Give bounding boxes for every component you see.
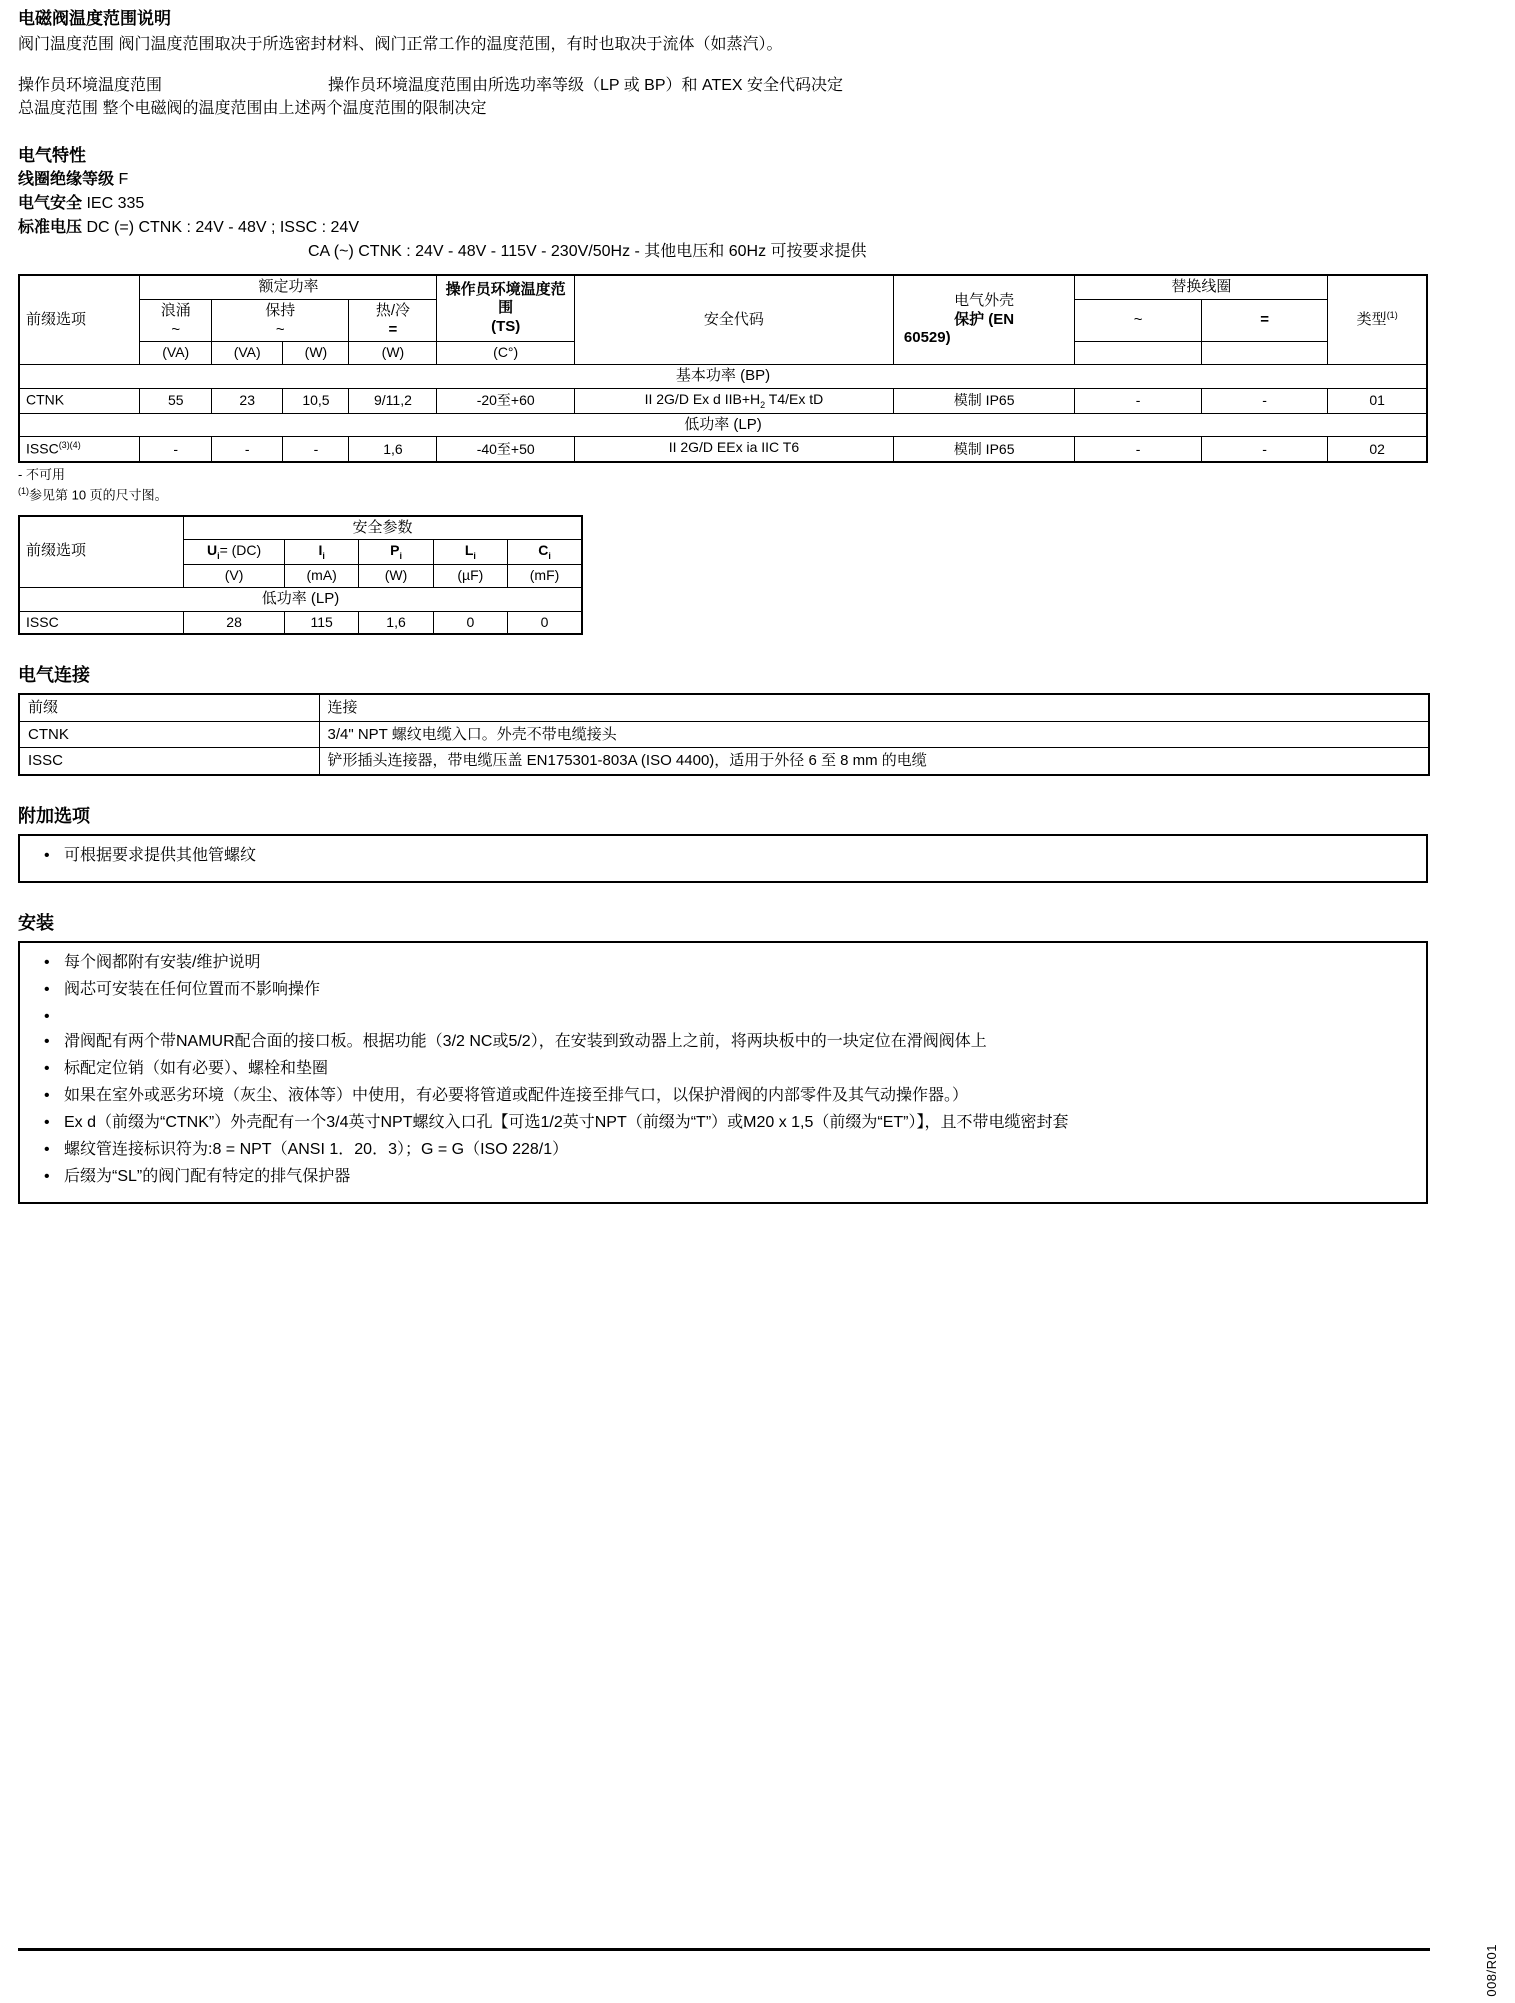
- page-content: [18, 8, 1428, 1204]
- list-item: [64, 1005, 1426, 1027]
- safety-symbol-pi-main: P: [390, 542, 400, 559]
- safety-symbol-ii-sub: i: [322, 551, 325, 562]
- safety-group-label-lp: 低功率 (LP): [19, 587, 582, 611]
- header-replacement-coil-dc: =: [1201, 299, 1328, 342]
- standard-voltage-dc-value: DC (=) CTNK : 24V - 48V ; ISSC : 24V: [86, 219, 359, 236]
- ambient-temperature-range-line: [18, 74, 1428, 97]
- row-issc-inrush-va: -: [140, 437, 211, 463]
- connection-row-ctnk-prefix: CTNK: [19, 721, 319, 748]
- installation-box: [18, 941, 1428, 1204]
- safety-header-prefix-option: 前缀选项: [19, 516, 184, 588]
- list-item: • 如果在室外或恶劣环境（灰尘、液体等）中使用，有必要将管道或配件连接至排气口，以保护滑阀的内部零件及其气动操作器。）: [64, 1084, 1426, 1108]
- safety-row-ii: 115: [285, 611, 359, 634]
- row-issc-coil-ac: -: [1075, 437, 1201, 463]
- header-enclosure-line2: 保护 (EN: [954, 310, 1015, 328]
- row-issc-hot-cold-w: 1,6: [349, 437, 437, 463]
- row-ctnk-safety-code-sub: 2: [760, 399, 766, 410]
- header-safety-code: 安全代码: [574, 275, 893, 364]
- safety-symbol-pi-sub: i: [399, 551, 402, 562]
- electrical-safety-label: 电气安全: [18, 195, 83, 212]
- connection-header-prefix: 前缀: [19, 694, 319, 721]
- unit-hold-w: (W): [283, 342, 349, 365]
- standard-voltage-label: 标准电压: [18, 219, 83, 236]
- table-row: [19, 748, 1429, 775]
- header-hot-cold: [349, 299, 437, 342]
- footnote-one-superscript: (1): [18, 485, 29, 496]
- installation-title: 安装: [18, 912, 54, 933]
- safety-row-ui: 28: [184, 611, 285, 634]
- safety-unit-mf: (mF): [508, 565, 582, 588]
- coil-insulation-value: F: [118, 171, 129, 188]
- safety-row-prefix-issc: ISSC: [19, 611, 184, 634]
- row-issc-type: 02: [1328, 437, 1427, 463]
- standard-voltage-dc-line: [18, 216, 1428, 240]
- installation-list: [20, 951, 1426, 1189]
- list-item: • 阀芯可安装在任何位置而不影响操作: [64, 978, 1426, 1002]
- footnote-one: [18, 485, 1428, 505]
- safety-row-pi: 1,6: [359, 611, 433, 634]
- header-hot-cold-label: 热/冷: [375, 301, 411, 319]
- safety-symbol-li: [433, 540, 507, 565]
- row-ctnk-coil-dc: -: [1201, 388, 1328, 413]
- unit-hold-va: (VA): [211, 342, 282, 365]
- row-ctnk-temp-range: -20至+60: [437, 388, 574, 413]
- connection-row-ctnk-desc: 3/4" NPT 螺纹电缆入口。外壳不带电缆接头: [319, 721, 1429, 748]
- header-inrush-symbol: ~: [171, 320, 181, 338]
- safety-symbol-ii-main: I: [318, 542, 323, 559]
- safety-symbol-ci-main: C: [538, 542, 549, 559]
- safety-symbol-li-sub: i: [473, 551, 476, 562]
- electrical-connection-table: [18, 693, 1430, 776]
- ambient-range-text: 操作员环境温度范围由所选功率等级（LP 或 BP）和 ATEX 安全代码决定: [328, 77, 844, 95]
- safety-unit-v: (V): [184, 565, 285, 588]
- footer-document-code: 008/R01: [1484, 1944, 1499, 1997]
- unit-temp-c: (C°): [437, 342, 574, 365]
- row-prefix-issc: [19, 437, 140, 463]
- safety-symbol-ui-sub: i: [217, 551, 220, 562]
- row-prefix-issc-sup: (3)(4): [58, 440, 81, 451]
- row-issc-enclosure: 模制 IP65: [893, 437, 1074, 463]
- footnote-one-text: 参见第 10 页的尺寸图。: [29, 487, 168, 503]
- group-row-low-power: [19, 413, 1427, 437]
- header-replacement-coil: 替换线圈: [1075, 275, 1328, 299]
- valve-range-label: 阀门温度范围: [18, 35, 115, 53]
- list-item: • 后缀为“SL”的阀门配有特定的排气保护器: [64, 1165, 1426, 1189]
- header-inrush-label: 浪涌: [160, 301, 191, 319]
- table-row: [19, 437, 1427, 463]
- valve-range-text: 阀门温度范围取决于所选密封材料、阀门正常工作的温度范围，有时也取决于流体（如蒸汽）。: [118, 35, 783, 53]
- group-label-bp: 基本功率 (BP): [19, 364, 1427, 388]
- header-inrush: [140, 299, 211, 342]
- header-prefix-option: 前缀选项: [19, 275, 140, 364]
- group-row-basic-power: [19, 364, 1427, 388]
- header-type-label: 类型: [1356, 311, 1387, 328]
- safety-group-row-low-power: [19, 587, 582, 611]
- header-type-superscript: (1): [1386, 310, 1398, 320]
- safety-unit-ma: (mA): [285, 565, 359, 588]
- safety-unit-w: (W): [359, 565, 433, 588]
- row-ctnk-hot-cold-w: 9/11,2: [349, 388, 437, 413]
- list-item: • 滑阀配有两个带NAMUR配合面的接口板。根据功能（3/2 NC或5/2），在安装到致动器上之前，将两块板中的一块定位在滑阀阀体上: [64, 1030, 1426, 1054]
- unit-replacement-coil-dc: [1201, 342, 1328, 365]
- unit-replacement-coil-ac: [1075, 342, 1201, 365]
- list-item: • 标配定位销（如有必要）、螺栓和垫圈: [64, 1057, 1426, 1081]
- table-header-row-1: [19, 275, 1427, 299]
- row-issc-temp-range: -40至+50: [437, 437, 574, 463]
- coil-insulation-line: [18, 168, 1428, 192]
- header-hold: [211, 299, 348, 342]
- list-item: • 可根据要求提供其他管螺纹: [64, 844, 1426, 868]
- header-enclosure-line3: 60529): [903, 329, 951, 347]
- header-enclosure-protection: [893, 275, 1074, 364]
- table-row: [19, 611, 582, 634]
- row-issc-hold-va: -: [211, 437, 282, 463]
- row-ctnk-safety-code-post: T4/Ex tD: [765, 390, 824, 407]
- power-specification-table: [18, 274, 1428, 463]
- footer-divider: [18, 1948, 1430, 1951]
- row-ctnk-type: 01: [1328, 388, 1427, 413]
- row-ctnk-hold-w: 10,5: [283, 388, 349, 413]
- header-hold-symbol: ~: [275, 320, 285, 338]
- row-ctnk-coil-ac: -: [1075, 388, 1201, 413]
- header-rated-power: 额定功率: [140, 275, 437, 299]
- header-ambient-temp-range: [437, 275, 574, 342]
- header-ambient-temp-ts: (TS): [491, 318, 521, 335]
- valve-temperature-range-line: [18, 33, 1428, 56]
- list-item: • 每个阀都附有安装/维护说明: [64, 951, 1426, 975]
- row-ctnk-hold-va: 23: [211, 388, 282, 413]
- safety-symbol-ci: [508, 540, 582, 565]
- coil-insulation-label: 线圈绝缘等级: [18, 171, 115, 188]
- connection-header-connection: 连接: [319, 694, 1429, 721]
- list-item: • 螺纹管连接标识符为:8 = NPT（ANSI 1．20．3）；G = G（ISO 228/1）: [64, 1138, 1426, 1162]
- table-row: [19, 721, 1429, 748]
- safety-row-ci: 0: [508, 611, 582, 634]
- row-ctnk-safety-code: [574, 388, 893, 413]
- list-item: • Ex d（前缀为“CTNK”）外壳配有一个3/4英寸NPT螺纹入口孔【可选1/2英寸NPT（前缀为“T”）或M20 x 1,5（前缀为“ET”）】，且不带电缆密封套: [64, 1111, 1426, 1135]
- additional-options-list: [20, 844, 1426, 868]
- total-range-text: 整个电磁阀的温度范围由上述两个温度范围的限制决定: [102, 100, 487, 118]
- safety-row-li: 0: [433, 611, 507, 634]
- safety-symbol-ii: [285, 540, 359, 565]
- total-range-label: 总温度范围: [18, 100, 99, 118]
- unit-inrush-va: (VA): [140, 342, 211, 365]
- safety-symbol-ui: [184, 540, 285, 565]
- row-issc-coil-dc: -: [1201, 437, 1328, 463]
- safety-symbol-ui-main: U: [206, 542, 218, 559]
- safety-header-title: 安全参数: [184, 516, 582, 540]
- row-prefix-ctnk-label: CTNK: [26, 392, 65, 409]
- ambient-range-label: 操作员环境温度范围: [18, 77, 163, 95]
- connection-header-row: [19, 694, 1429, 721]
- safety-symbol-pi: [359, 540, 433, 565]
- electrical-characteristics-title: 电气特性: [18, 145, 86, 165]
- connection-row-issc-prefix: ISSC: [19, 748, 319, 775]
- connection-row-issc-desc: 铲形插头连接器，带电缆压盖 EN175301-803A (ISO 4400)，适用于外径 6 至 8 mm 的电缆: [319, 748, 1429, 775]
- row-issc-safety-code: [574, 437, 893, 463]
- row-ctnk-inrush-va: 55: [140, 388, 211, 413]
- additional-options-box: [18, 834, 1428, 883]
- row-prefix-ctnk: [19, 388, 140, 413]
- electrical-safety-line: [18, 192, 1428, 216]
- safety-params-header-row-1: [19, 516, 582, 540]
- header-ambient-temp-text: 操作员环境温度范围: [445, 280, 566, 317]
- row-ctnk-enclosure: 模制 IP65: [893, 388, 1074, 413]
- additional-options-title: 附加选项: [18, 805, 90, 826]
- row-issc-hold-w: -: [283, 437, 349, 463]
- unit-hot-cold-w: (W): [349, 342, 437, 365]
- row-issc-safety-code-pre: II 2G/D EEx ia IIC T6: [668, 439, 800, 456]
- row-prefix-issc-label: ISSC: [26, 440, 59, 457]
- row-ctnk-safety-code-pre: II 2G/D Ex d IIB+H: [644, 390, 761, 407]
- header-enclosure-line1: 电气外壳: [954, 291, 1015, 309]
- safety-unit-uf: (µF): [433, 565, 507, 588]
- table-row: [19, 388, 1427, 413]
- safety-symbol-ui-post: = (DC): [219, 542, 262, 559]
- standard-voltage-ca-line: CA (~) CTNK : 24V - 48V - 115V - 230V/50Hz - 其他电压和 60Hz 可按要求提供: [308, 243, 867, 260]
- header-hold-label: 保持: [265, 301, 296, 319]
- electrical-connection-title: 电气连接: [18, 665, 90, 686]
- header-hot-cold-symbol: =: [388, 320, 398, 338]
- header-type: [1328, 275, 1427, 364]
- header-replacement-coil-ac: ~: [1075, 299, 1201, 342]
- safety-parameters-table: [18, 515, 583, 636]
- electrical-safety-value: IEC 335: [86, 195, 145, 212]
- safety-symbol-li-main: L: [464, 542, 474, 559]
- safety-symbol-ci-sub: i: [548, 551, 551, 562]
- total-temperature-range-line: [18, 97, 1428, 120]
- temperature-section-title: 电磁阀温度范围说明: [18, 9, 171, 28]
- footnote-dash: - 不可用: [18, 467, 65, 483]
- group-label-lp: 低功率 (LP): [19, 413, 1427, 437]
